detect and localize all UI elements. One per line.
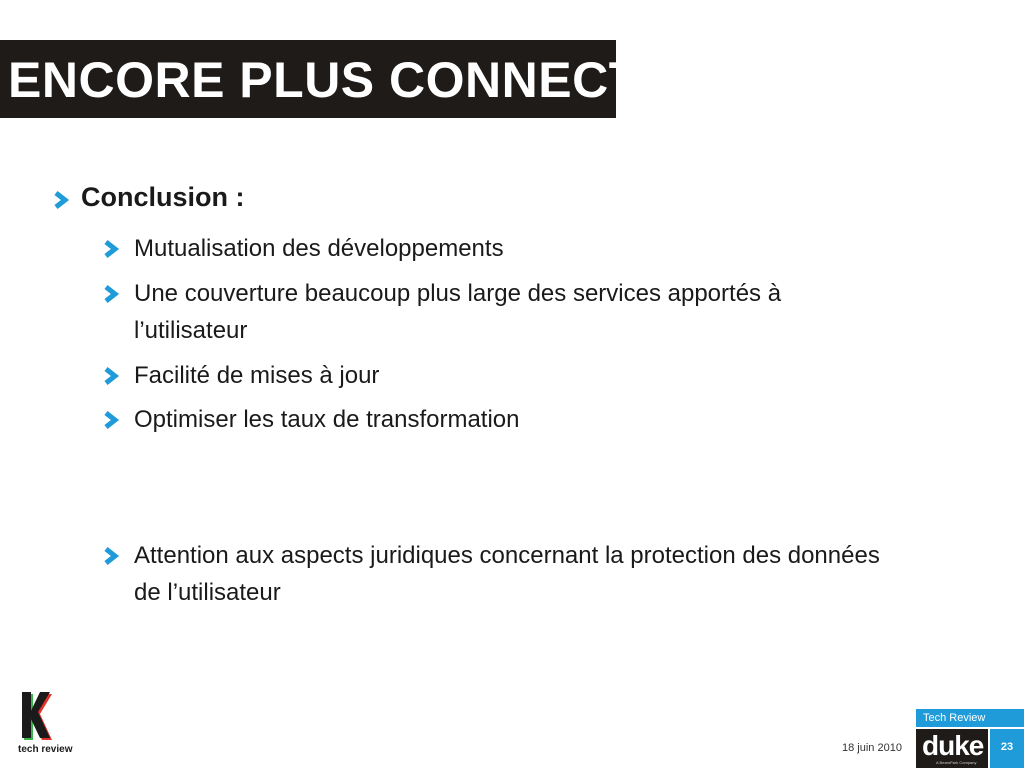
bullet-item (102, 401, 902, 438)
slide-date: 18 juin 2010 (842, 742, 902, 754)
page-number: 23 (990, 729, 1024, 768)
bullet-item (102, 230, 902, 267)
logo-label: tech review (18, 744, 73, 755)
bullet-text: Attention aux aspects juridiques concernant la protection des données de l’utilisateur (134, 542, 880, 606)
tech-review-tab: Tech Review (916, 709, 1024, 727)
chevron-right-icon (102, 410, 120, 430)
chevron-right-icon (102, 239, 120, 259)
company-logo-word: duke (922, 730, 984, 761)
company-logo (916, 729, 988, 768)
chevron-right-icon (102, 546, 120, 566)
company-tagline: A BeamPark Company (936, 760, 977, 765)
bullet-text: Facilité de mises à jour (134, 362, 380, 389)
bullet-text: Une couverture beaucoup plus large des services apportés à l’utilisateur (134, 280, 782, 344)
chevron-right-icon (102, 284, 120, 304)
conclusion-heading (52, 182, 245, 213)
chevron-right-icon (102, 366, 120, 386)
conclusion-heading-text: Conclusion : (81, 182, 245, 212)
bullet-item (102, 357, 902, 394)
chevron-right-icon (52, 190, 70, 210)
bullet-text: Mutualisation des développements (134, 235, 504, 262)
slide-title: ENCORE PLUS CONNECTÉ (8, 52, 674, 108)
tech-review-logo (18, 690, 73, 755)
bullet-text: Optimiser les taux de transformation (134, 406, 520, 433)
k-tech-review-logo (18, 690, 62, 744)
bullet-item (102, 537, 902, 611)
bullet-item (102, 275, 892, 349)
